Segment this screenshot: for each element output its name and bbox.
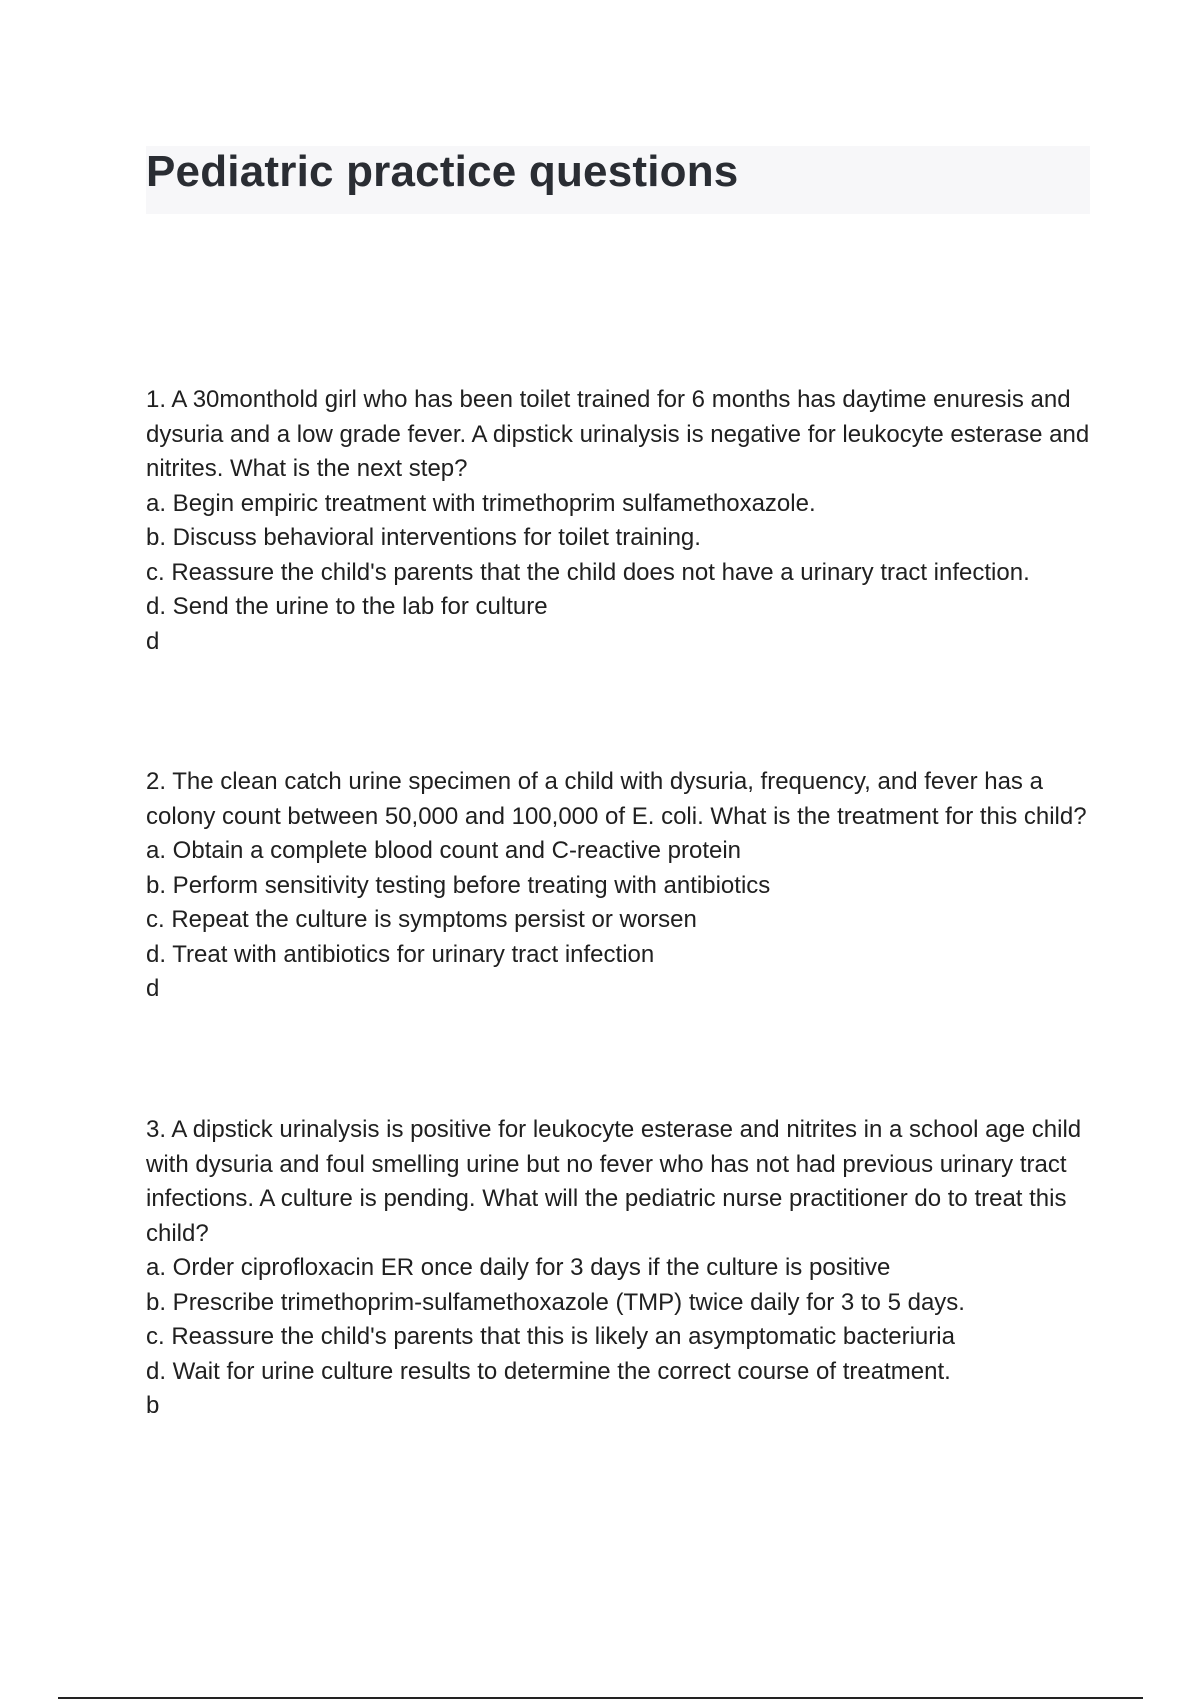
answer-option: c. Repeat the culture is symptoms persist or worsen (146, 906, 697, 933)
correct-answer: b (146, 1392, 160, 1419)
question-stem: 2. The clean catch urine specimen of a child with dysuria, frequency, and fever has a colony count between 50,000 and 100,000 of E. coli. What is the treatment for this child? (146, 768, 1087, 830)
question-block (146, 1113, 1096, 1424)
answer-option: a. Obtain a complete blood count and C-reactive protein (146, 837, 742, 864)
answer-option: c. Reassure the child's parents that the child does not have a urinary tract infection. (146, 558, 1030, 586)
question-block (146, 383, 1096, 659)
answer-option: d. Send the urine to the lab for culture (146, 593, 548, 620)
answer-option: d. Wait for urine culture results to determine the correct course of treatment. (146, 1357, 951, 1385)
answer-option: b. Prescribe trimethoprim-sulfamethoxazole (TMP) twice daily for 3 to 5 days. (146, 1288, 965, 1316)
question-stem: 1. A 30monthold girl who has been toilet trained for 6 months has daytime enuresis and dysuria and a low grade fever. A dipstick urinalysis is negative for leukocyte esterase and nitrites. What is the next step? (146, 386, 1090, 482)
answer-option: b. Discuss behavioral interventions for toilet training. (146, 524, 701, 551)
answer-option: d. Treat with antibiotics for urinary tract infection (146, 940, 655, 968)
question-block (146, 765, 1096, 1007)
answer-option: a. Begin empiric treatment with trimethoprim sulfamethoxazole. (146, 489, 816, 517)
question-stem: 3. A dipstick urinalysis is positive for leukocyte esterase and nitrites in a school age child with dysuria and foul smelling urine but no fever who has not had previous urinary tract infections. A culture is pending. What will the pediatric nurse practitioner do to treat this child? (146, 1116, 1082, 1247)
correct-answer: d (146, 975, 160, 1002)
footer-divider (58, 1697, 1143, 1699)
answer-option: c. Reassure the child's parents that this is likely an asymptomatic bacteriuria (146, 1323, 955, 1350)
correct-answer: d (146, 627, 160, 655)
page-title: Pediatric practice questions (146, 147, 739, 196)
answer-option: a. Order ciprofloxacin ER once daily for 3 days if the culture is positive (146, 1254, 891, 1281)
answer-option: b. Perform sensitivity testing before treating with antibiotics (146, 871, 771, 899)
